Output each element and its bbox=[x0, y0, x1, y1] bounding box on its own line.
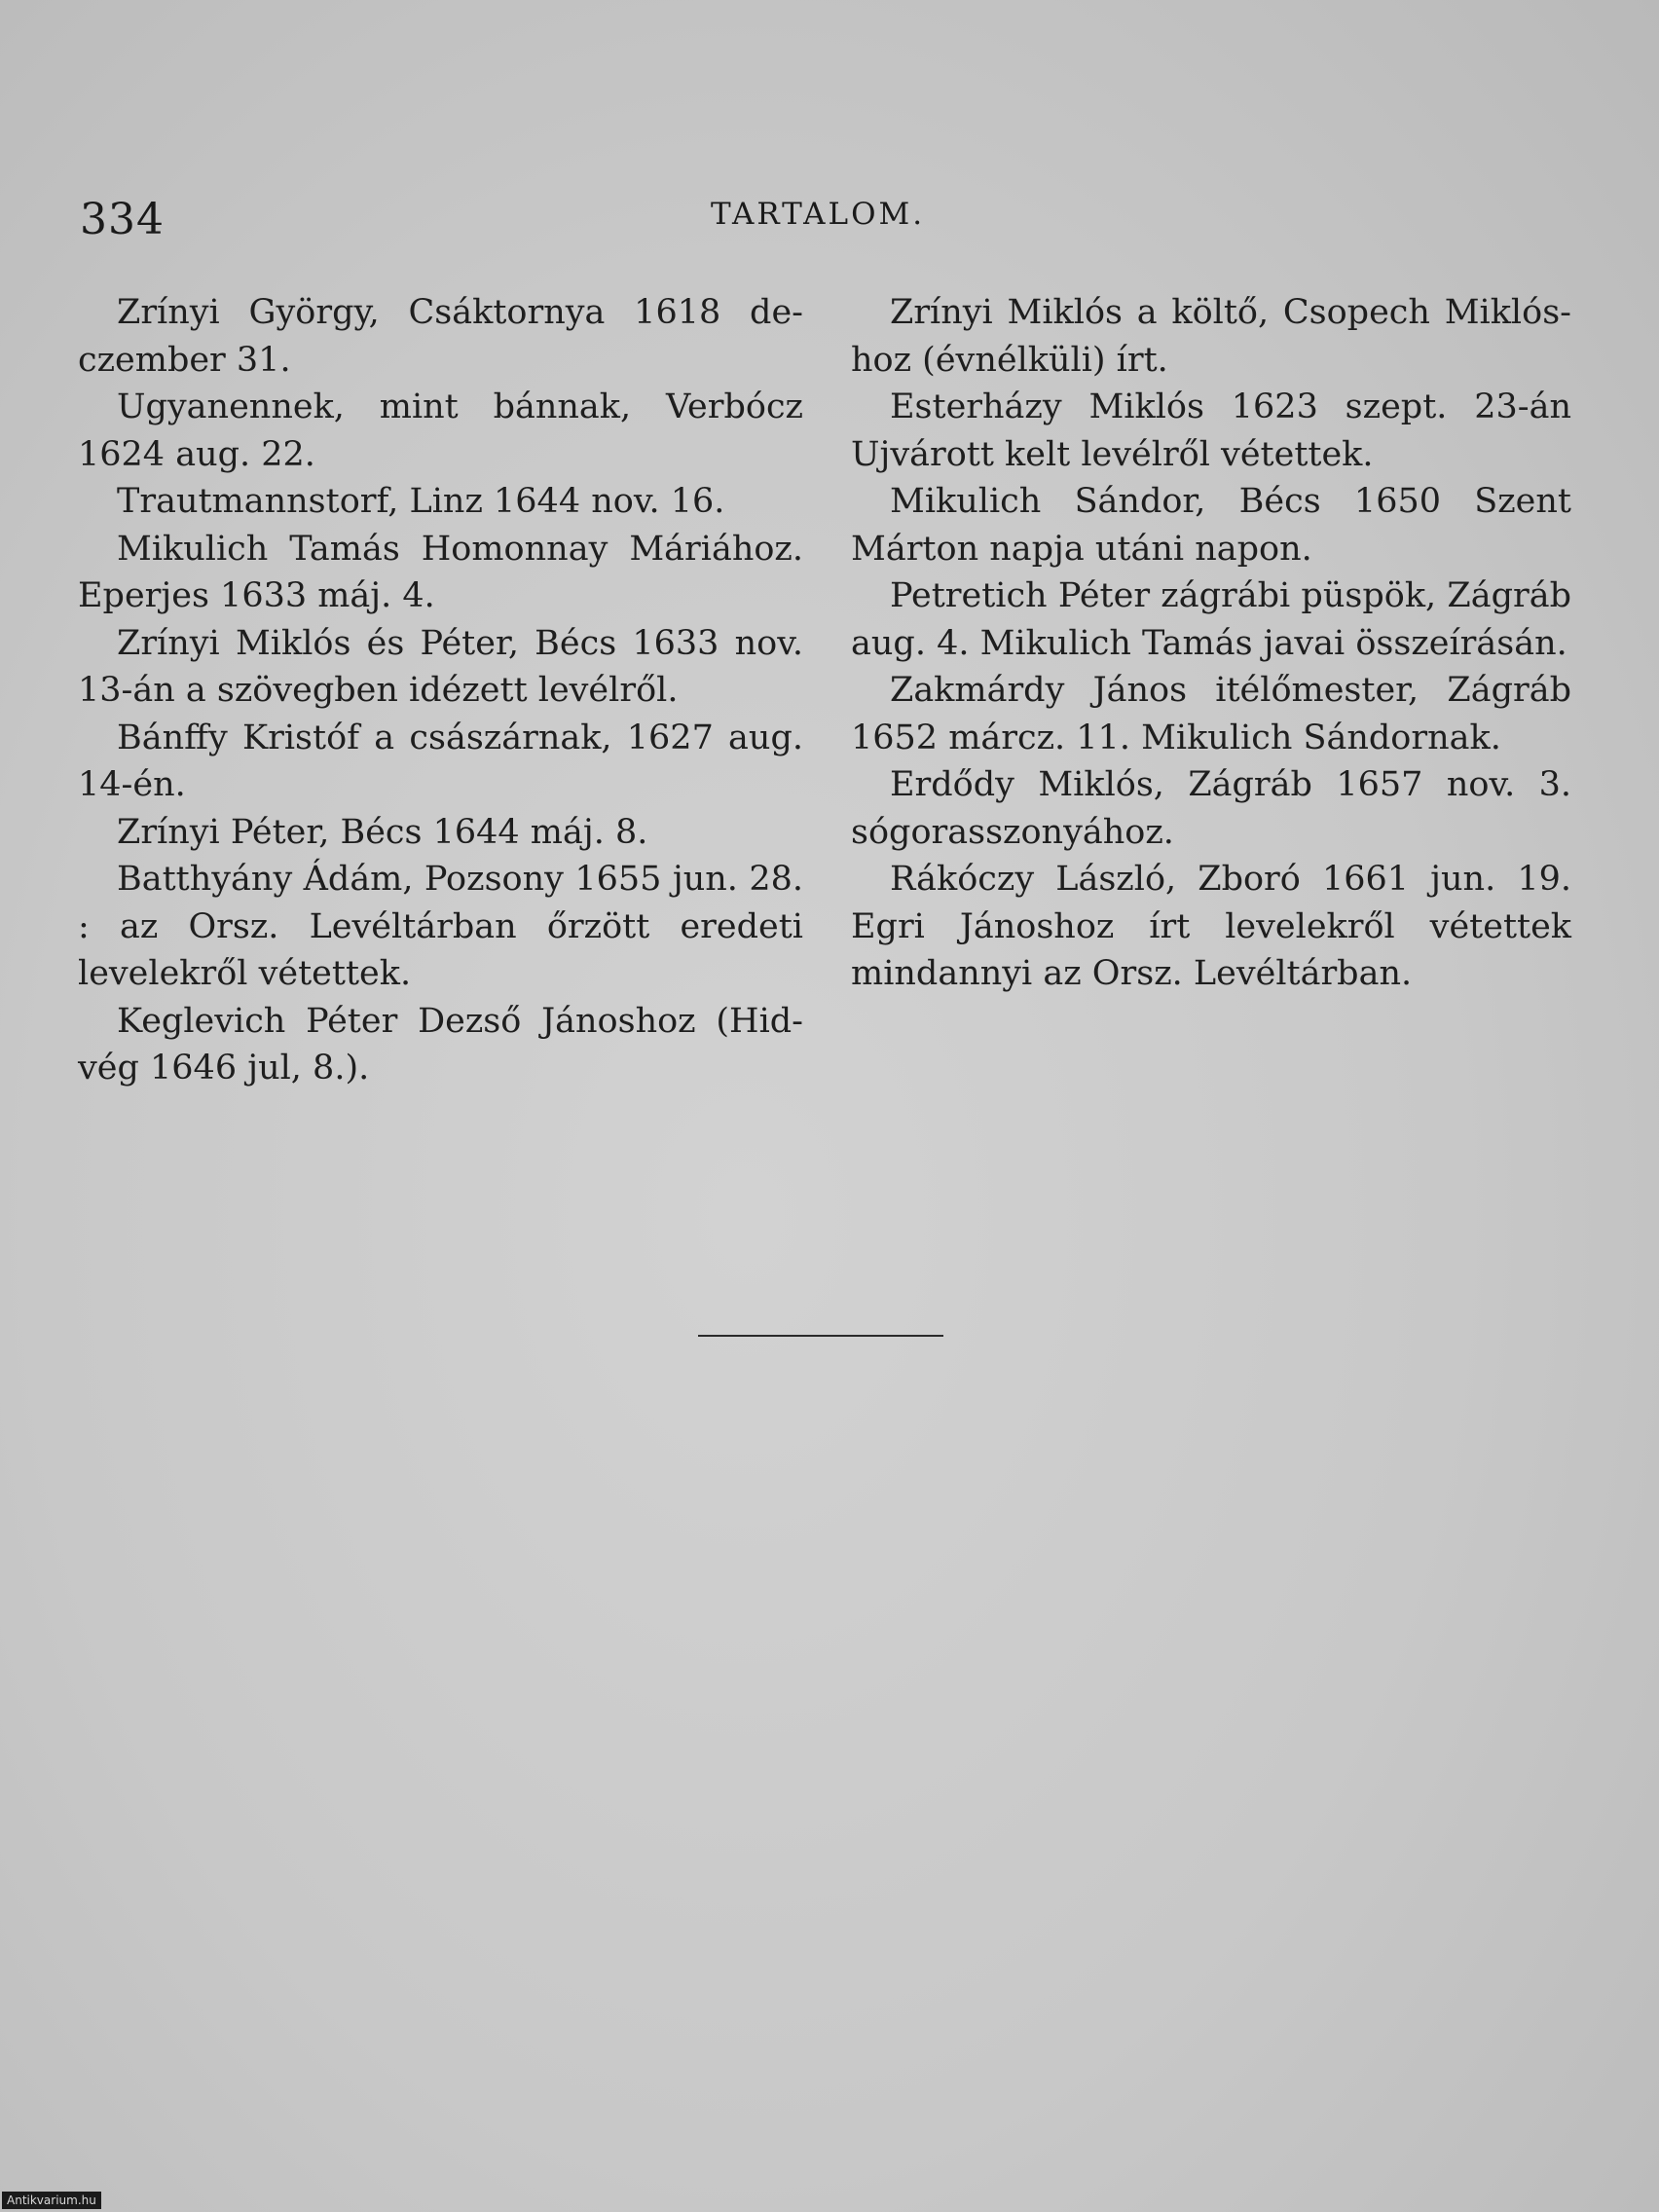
list-item: Zakmárdy János itélőmester, Zágráb 1652 márcz. 11. Mikulich Sándornak. bbox=[851, 671, 1571, 757]
list-item: Batthyány Ádám, Pozsony 1655 jun. 28. : az Orsz. Levéltárban őrzött eredeti levelekről vétettek. bbox=[78, 860, 803, 993]
right-column bbox=[851, 289, 1571, 998]
list-item: Ugyanennek, mint bánnak, Verbócz 1624 aug. 22. bbox=[78, 387, 803, 474]
list-item: Zrínyi Péter, Bécs 1644 máj. 8. bbox=[117, 812, 648, 852]
list-item: Bánffy Kristóf a császárnak, 1627 aug. 14-én. bbox=[78, 718, 803, 804]
list-item: Trautmannstorf, Linz 1644 nov. 16. bbox=[117, 482, 725, 521]
list-item: Keglevich Péter Dezső Jánoshoz (Hidvég 1646 jul, 8.). bbox=[78, 1001, 803, 1088]
list-item: Rákóczy László, Zboró 1661 jun. 19. Egri Jánoshoz írt levelekről vétettek mindannyi az Orsz. Levéltárban. bbox=[851, 860, 1571, 993]
list-item: Zrínyi György, Csáktornya 1618 deczember 31. bbox=[78, 293, 803, 380]
list-item: Zrínyi Miklós a költő, Csopech Miklóshoz (évnélküli) írt. bbox=[851, 293, 1571, 380]
left-column bbox=[78, 289, 803, 1092]
list-item: Zrínyi Miklós és Péter, Bécs 1633 nov. 13-án a szövegben idézett levélről. bbox=[78, 623, 803, 710]
watermark-label: Antikvarium.hu bbox=[2, 2192, 101, 2209]
end-rule bbox=[698, 1335, 943, 1337]
list-item: Esterházy Miklós 1623 szept. 23-án Ujvárott kelt levélről vétettek. bbox=[851, 387, 1571, 474]
running-title: TARTALOM. bbox=[711, 197, 926, 232]
list-item: Petretich Péter zágrábi püspök, Zágráb aug. 4. Mikulich Tamás javai összeírásán. bbox=[851, 576, 1571, 663]
list-item: Mikulich Sándor, Bécs 1650 Szent Márton napja utáni napon. bbox=[851, 482, 1571, 569]
page-number: 334 bbox=[80, 195, 165, 244]
list-item: Mikulich Tamás Homonnay Máriához. Eperjes 1633 máj. 4. bbox=[78, 529, 803, 615]
list-item: Erdődy Miklós, Zágráb 1657 nov. 3. sógorasszonyához. bbox=[851, 765, 1571, 852]
